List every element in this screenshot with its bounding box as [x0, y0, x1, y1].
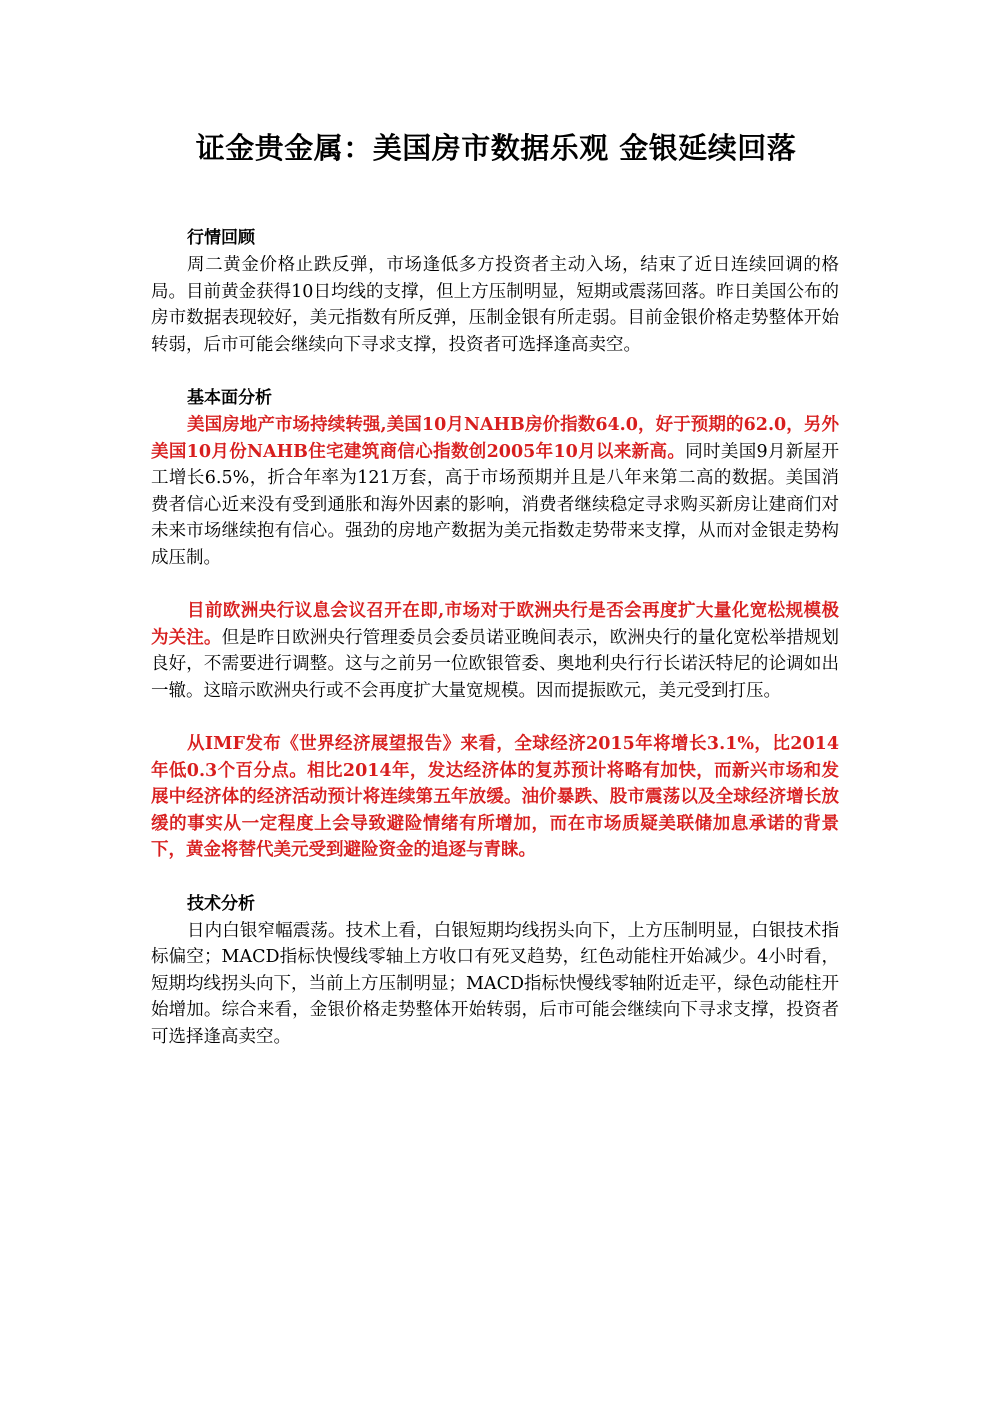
document-title: 证金贵金属：美国房市数据乐观 金银延续回落: [195, 131, 797, 165]
section-heading-technical: 技术分析: [187, 893, 255, 914]
spacer: [151, 571, 839, 598]
spacer: [151, 864, 839, 890]
highlight-text: 目前欧洲央行议息会议召开在即,市场对于欧洲央行是否会再度扩大量化宽松规模极为关注。: [151, 601, 839, 648]
body-text: 同时美国9月新屋开工增长6.5%，折合年率为121万套，高于市场预期并且是八年来第二高的数据。美国消费者信心近来没有受到通胀和海外因素的影响，消费者继续稳定寻求购买新房让建商们对未来市场继续抱有信心。强劲的房地产数据为美元指数走势带来支撑，从而对金银走势构成压制。: [151, 441, 839, 568]
review-paragraph: 周二黄金价格止跌反弹，市场逢低多方投资者主动入场，结束了近日连续回调的格局。目前黄金获得10日均线的支撑，但上方压制明显，短期或震荡回落。昨日美国公布的房市数据表现较好，美元指数有所反弹，压制金银有所走弱。目前金银价格走势整体开始转弱，后市可能会继续向下寻求支撑，投资者可选择逢高卖空。: [151, 255, 839, 355]
highlight-text: 从IMF发布《世界经济展望报告》来看，全球经济2015年将增长3.1%，比2014年低0.3个百分点。相比2014年，发达经济体的复苏预计将略有加快，而新兴市场和发展中经济体的经济活动预计将连续第五年放缓。油价暴跌、股市震荡以及全球经济增长放缓的事实从一定程度上会导致避险情绪有所增加，而在市场质疑美联储加息承诺的背景下，黄金将替代美元受到避险资金的追逐与青睐。: [151, 734, 839, 860]
body-text: 但是昨日欧洲央行管理委员会委员诺亚晚间表示，欧洲央行的量化宽松举措规划良好，不需要进行调整。这与之前另一位欧银管委、奥地利央行行长诺沃特尼的论调如出一辙。这暗示欧洲央行或不会再度扩大量宽规模。因而提振欧元，美元受到打压。: [151, 627, 840, 701]
fundamental-paragraph-3: [151, 731, 839, 864]
spacer: [151, 358, 839, 384]
highlight-text: 美国房地产市场持续转强,美国10月NAHB房价指数64.0，好于预期的62.0，另外美国10月份NAHB住宅建筑商信心指数创2005年10月以来新高。: [151, 415, 839, 462]
document-body: [151, 224, 839, 1050]
spacer: [151, 704, 839, 731]
technical-paragraph: 日内白银窄幅震荡。技术上看，白银短期均线拐头向下，上方压制明显，白银技术指标偏空；MACD指标快慢线零轴上方收口有死叉趋势，红色动能柱开始减少。4小时看，短期均线拐头向下，当前上方压制明显；MACD指标快慢线零轴附近走平，绿色动能柱开始增加。综合来看，金银价格走势整体开始转弱，后市可能会继续向下寻求支撑，投资者可选择逢高卖空。: [151, 920, 839, 1047]
fundamental-paragraph-2: [151, 598, 839, 704]
fundamental-paragraph-1: [151, 412, 839, 571]
section-heading-fundamental: 基本面分析: [187, 388, 272, 408]
section-heading-review: 行情回顾: [187, 228, 255, 248]
